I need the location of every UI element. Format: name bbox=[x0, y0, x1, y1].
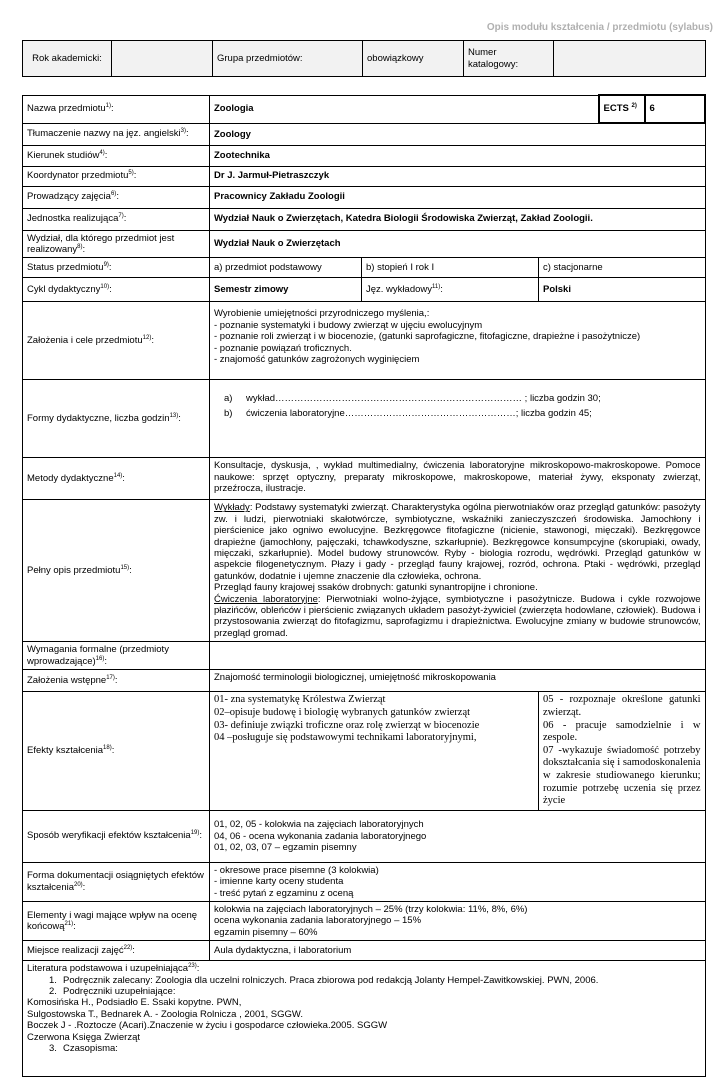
forms-lab: b) ćwiczenia laboratoryjne………………………………………………; liczba godzin 45; bbox=[224, 407, 592, 419]
verification-value: 01, 02, 05 - kolokwia na zajęciach laboratoryjnych 04, 06 - ocena wykonania zadania laboratoryjnego 01, 02, 03, 07 – egzamin pisemny bbox=[210, 810, 706, 862]
location-label: Miejsce realizacji zajęć$^{22)}$: bbox=[23, 941, 210, 961]
unit-value: Wydział Nauk o Zwierzętach, Katedra Biologii Środowiska Zwierząt, Zakład Zoologii. bbox=[210, 208, 706, 230]
grading-label: Elementy i wagi mające wpływ na ocenę końcową$^{21)}$: bbox=[23, 901, 210, 940]
unit-label: Jednostka realizująca$^{7)}$: bbox=[23, 208, 210, 230]
catalog-number-value bbox=[554, 41, 706, 77]
verification-label: Sposób weryfikacji efektów kształcenia$^{19)}$: bbox=[23, 810, 210, 862]
subject-name-value: Zoologia bbox=[210, 95, 599, 123]
language-label: Jęz. wykładowy$^{11)}$: bbox=[362, 278, 539, 302]
forms-label: Formy dydaktyczne, liczba godzin$^{13)}$: bbox=[23, 380, 210, 458]
academic-year-label: Rok akademicki: bbox=[23, 41, 112, 77]
outcomes-left: 01- zna systematykę Królestwa Zwierząt 02–opisuje budowę i biologię wybranych gatunków zwierząt 03- definiuje związki troficzne oraz rolę zwierząt w biocenozie 04 –posługuje się podstawowymi technikami laboratoryjnymi, bbox=[210, 692, 539, 810]
methods-value: Konsultacje, dyskusja, , wykład multimedialny, ćwiczenia laboratoryjne mikroskopowo-makroskopowe. Pomoce naukowe: sprzęt optyczny, preparaty mikroskopowe, makroskopowe, materiał żywy, eksponaty zwierząt, przeźrocza, ilustracje. bbox=[210, 458, 706, 500]
field-of-study-value: Zootechnika bbox=[210, 145, 706, 166]
cycle-label: Cykl dydaktyczny$^{10)}$: bbox=[23, 278, 210, 302]
catalog-number-label: Numer katalogowy: bbox=[464, 41, 554, 77]
top-info-table bbox=[22, 40, 706, 77]
objectives-label: Założenia i cele przedmiotu$^{12)}$: bbox=[23, 302, 210, 380]
language-value: Polski bbox=[539, 278, 706, 302]
english-name-label: Tłumaczenie nazwy na jęz. angielski$^{3)}$: bbox=[23, 123, 210, 145]
status-c: c) stacjonarne bbox=[539, 258, 706, 278]
prerequisites-label: Założenia wstępne$^{17)}$: bbox=[23, 670, 210, 692]
ects-value: 6 bbox=[645, 95, 706, 123]
documentation-label: Forma dokumentacji osiągniętych efektów kształcenia$^{20)}$: bbox=[23, 862, 210, 901]
instructor-value: Pracownicy Zakładu Zoologii bbox=[210, 186, 706, 208]
grading-value: kolokwia na zajęciach laboratoryjnych – 25% (trzy kolokwia: 11%, 8%, 6%) ocena wykonania zadania laboratoryjnego – 15% egzamin pisemny – 60% bbox=[210, 901, 706, 940]
cycle-value: Semestr zimowy bbox=[210, 278, 362, 302]
requirements-value bbox=[210, 642, 706, 670]
faculty-value: Wydział Nauk o Zwierzętach bbox=[210, 230, 706, 258]
requirements-label: Wymagania formalne (przedmioty wprowadzające)$^{16)}$: bbox=[23, 642, 210, 670]
objectives-value: Wyrobienie umiejętności przyrodniczego myślenia,: - poznanie systematyki i budowy zwierząt w ujęciu ewolucyjnym - poznanie roli zwierząt i w biocenozie, (gatunki saprofagiczne, fitofagiczne, drapieżne i pasożytnicze) - poznanie powiązań troficznych. - znajomość gatunków zagrożonych wyginięciem bbox=[210, 302, 706, 380]
subject-group-value: obowiązkowy bbox=[363, 41, 464, 77]
instructor-label: Prowadzący zajęcia$^{6)}$: bbox=[23, 186, 210, 208]
faculty-label: Wydział, dla którego przedmiot jest realizowany$^{8)}$: bbox=[23, 230, 210, 258]
academic-year-value bbox=[112, 41, 213, 77]
english-name-value: Zoology bbox=[210, 123, 706, 145]
status-b: b) stopień I rok I bbox=[362, 258, 539, 278]
prerequisites-value: Znajomość terminologii biologicznej, umiejętność mikroskopowania bbox=[210, 670, 706, 692]
status-a: a) przedmiot podstawowy bbox=[210, 258, 362, 278]
forms-lecture: a) wykład…………………………………………………………………… ; liczba godzin 30; bbox=[224, 393, 601, 405]
description-label: Pełny opis przedmiotu$^{15)}$: bbox=[23, 500, 210, 642]
outcomes-label: Efekty kształcenia$^{18)}$: bbox=[23, 692, 210, 810]
location-value: Aula dydaktyczna, i laboratorium bbox=[210, 941, 706, 961]
syllabus-header: Opis modułu kształcenia / przedmiotu (sylabus) bbox=[486, 22, 713, 33]
coordinator-value: Dr J. Jarmuł-Pietraszczyk bbox=[210, 166, 706, 186]
outcomes-right: 05 - rozpoznaje określone gatunki zwierząt. 06 - pracuje samodzielnie i w zespole. 07 -wykazuje świadomość potrzeby dokształcania się i samodoskonalenia w zakresie studiowanego kierunku; rozumie potrzebę uczenia się przez życie bbox=[539, 692, 706, 810]
documentation-value: - okresowe prace pisemne (3 kolokwia) - imienne karty oceny studenta - treść pytań z egzaminu z oceną bbox=[210, 862, 706, 901]
forms-value bbox=[210, 380, 706, 458]
ects-label: ECTS $^{2)}$ bbox=[599, 95, 645, 123]
coordinator-label: Koordynator przedmiotu$^{5)}$: bbox=[23, 166, 210, 186]
methods-label: Metody dydaktyczne$^{14)}$: bbox=[23, 458, 210, 500]
syllabus-table bbox=[22, 94, 706, 1077]
literature-section: Literatura podstawowa i uzupełniająca$^{23)}$: 1. Podręcznik zalecany: Zoologia dla uczelni rolniczych. Praca zbiorowa pod redakcją Jolanty Hempel-Zawitkowskiej. PWN, 2006. 2. Podręczniki uzupełniające: Komosińska H., Podsiadło E. Ssaki kopytne. PWN, Sulgostowska T., Bednarek A. - Zoologia Rolnicza , 2001, SGGW. Boczek J - .Roztocze (Acari).Znaczenie w życiu i gospodarce człowieka.2005. SGGW Czerwona Księga Zwierząt 3. Czasopisma: bbox=[23, 961, 706, 1077]
literature-label: Literatura podstawowa i uzupełniająca$^{23)}$: bbox=[27, 963, 200, 975]
subject-name-label: Nazwa przedmiotu$^{1)}$: bbox=[23, 95, 210, 123]
status-label: Status przedmiotu$^{9)}$: bbox=[23, 258, 210, 278]
description-value: Wykłady: Podstawy systematyki zwierząt. Charakterystyka ogólna pierwotniaków oraz przegląd gatunków: pasożyty zw. i ludzi, pierwotniaki skałotwórcze, symbiotyczne, wskaźniki zanieczyszczeń środowiska. Jamochłony i pierścienice jako ogniwo ewolucyjne. Bezkręgowce fitofagiczne (nicienie, stawonogi, mięczaki). Bezkręgowce drapieżne (jamochłony, pajęczaki, tchawkodyszne, szkarłupnie). Bezkręgowce konsumpcyjne (skorupiaki, owady, mięczaki, szkarłupnie). Model budowy strunowców. Ryby - biologia rozrodu, wędrówki. Przegląd gatunków w aspekcie filogenetycznym. Płazy i gady - przegląd fauny krajowej, rozród, ochrona. Ptaki - wędrówki, przegląd gatunków, dodatnie i ujemne znaczenie dla człowieka, ochrona. Przegląd fauny krajowej ssaków drobnych: gatunki synantropijne i chronione. Ćwiczenia laboratoryjne: Pierwotniaki wolno-żyjące, symbiotyczne i pasożytnicze. Budowa i cykle rozwojowe płazińców, obleńców i pierścienic związanych układem pasożyt-żywiciel (zwierzęta hodowlane, człowiek). Budowa i przystosowania zwierząt do fitofagizmu, saprofagizmu i drapieżnictwa. Ewolucyjne zmiany w budowie strunowców, przegląd gromad. bbox=[210, 500, 706, 642]
subject-group-label: Grupa przedmiotów: bbox=[213, 41, 363, 77]
field-of-study-label: Kierunek studiów$^{4)}$: bbox=[23, 145, 210, 166]
